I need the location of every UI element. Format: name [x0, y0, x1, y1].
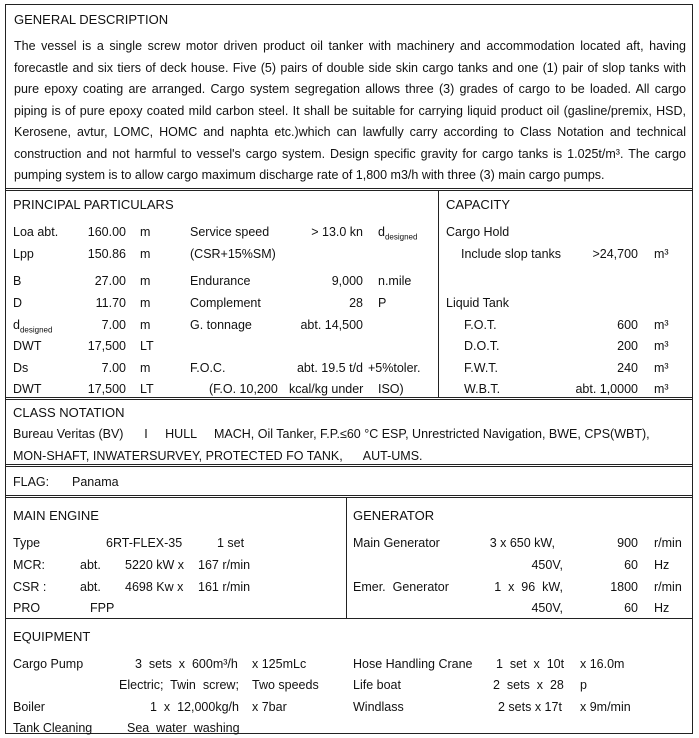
generator-title: GENERATOR — [353, 508, 435, 523]
equipment-title: EQUIPMENT — [13, 629, 91, 644]
column-divider — [346, 498, 347, 618]
class-notation-line-2: MON-SHAFT, INWATERSURVEY, PROTECTED FO TANK, AUT-UMS. — [13, 449, 423, 463]
column-divider — [438, 191, 439, 397]
general-description-title: GENERAL DESCRIPTION — [14, 12, 169, 27]
flag-section — [6, 467, 692, 498]
class-notation-line-1: Bureau Veritas (BV) I HULL MACH, Oil Tanker, F.P.≤60 °C ESP, Unrestricted Navigation, BWE, CPS(WBT), — [13, 427, 650, 441]
general-description-section — [6, 5, 692, 191]
class-notation-title: CLASS NOTATION — [13, 405, 125, 420]
main-engine-title: MAIN ENGINE — [13, 508, 99, 523]
cargo-hold-label: Cargo Hold — [446, 225, 510, 239]
equipment-section: EQUIPMENT Cargo Pump 3 sets x 600m³/h x 125mLc Electric; Twin screw; Two speeds Boiler 1 x 12,000kg/h x 7bar Tank Cleaning Sea water washing Hose Handling Crane 1 set x 10t x 16.0m Life boat 2 sets x 28 p Windlass 2 sets x 17t x 9m/min — [13, 629, 631, 735]
capacity-title: CAPACITY — [446, 197, 511, 212]
general-description-text: The vessel is a single screw motor driven product oil tanker with machinery and accommodation located aft, having forecastle and six tiers of deck house. Five (5) pairs of double side skin cargo tanks and one (1) pair of slop tanks with pure epoxy coating are arranged. Cargo system segregation allows three (3) grades of cargo to be loaded. All cargo piping is of pure epoxy coated mild carbon steel. It shall be suitable for carrying liquid product oil (gasline/premix, HSD, Kerosene, avtur, LOMC, HOMC and naphta etc.)which can lawfully carry according to Class Notation and technical construction and not harmful to vessel's cargo system. Design specific gravity for cargo tanks is 1.025t/m³. The cargo pumping system is to allow cargo maximum discharge rate of 1,800 m3/h with three (3) main cargo pumps. — [14, 39, 686, 182]
liquid-tank-label: Liquid Tank — [446, 296, 510, 310]
principal-title: PRINCIPAL PARTICULARS — [13, 197, 174, 212]
class-notation-section — [6, 400, 692, 467]
spec-sheet — [5, 4, 693, 734]
engine-generator-section: MAIN ENGINE GENERATOR Type 6RT-FLEX-35 1 set MCR: abt. 5220 kW x 167 r/min CSR : abt. 4698 Kw x 161 r/min PRO FPP Main Generator 3 x 650 kW, 900 r/min 450V, 60 Hz Emer. Generator 1 x 96 kW, 1800 r/min 450V, 60 Hz — [6, 498, 692, 619]
flag-value: Panama — [72, 475, 119, 489]
principal-capacity-section: PRINCIPAL PARTICULARS CAPACITY Loa abt. 160.00 m Service speed > 13.0 kn $d_{designed}$ Lpp 150.86 m (CSR+15%SM) B 27.00 m Endurance 9,000 n.mile D 11.70 m Complement 28 P $d_{designed}$ 7.00 m G. tonnage abt. 14,500 DWT 17,500 LT Ds 7.00 m F.O.C. abt. 19.5 t/d +5%toler. DWT 17,500 LT (F.O. 10,200 kcal/kg under ISO) Cargo Hold Include slop tanks >24,700 m³ Liquid Tank F.O.T. 600 m³ D.O.T. 200 m³ F.W.T. 240 m³ W.B.T. abt. 1,0000 m³ — [6, 191, 692, 400]
flag-label: FLAG: — [13, 475, 50, 489]
